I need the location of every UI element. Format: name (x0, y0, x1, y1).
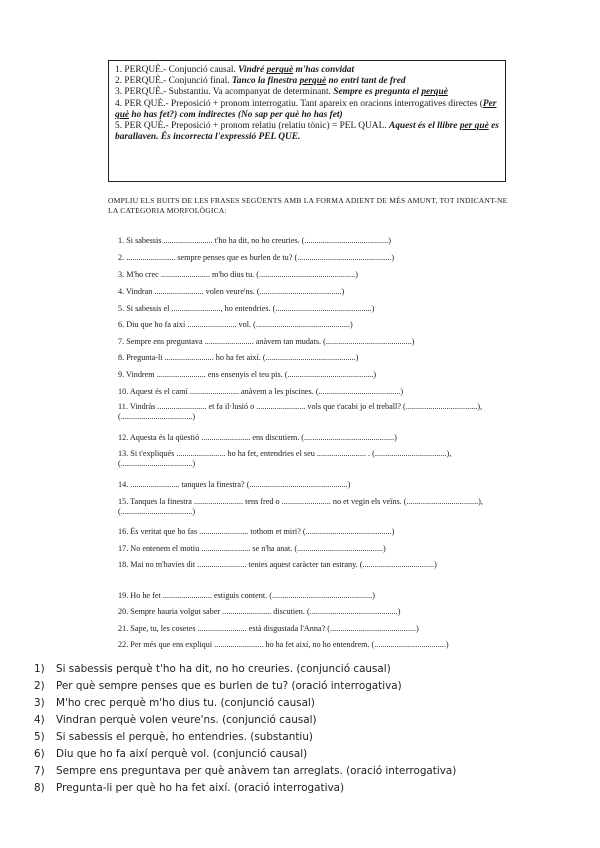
exercise-item: 12. Aquesta és la qüestió ........................ ens discutiem. (............................................) (118, 433, 397, 442)
exercise-item: 6. Diu que ho fa així ........................ vol. (..............................................) (118, 320, 353, 329)
exercise-item: 17. No entenem el motiu ........................ se n'ha anat. (..........................................) (118, 544, 386, 553)
answer-number: 7) (34, 765, 45, 777)
rule-example: Sempre es pregunta el (333, 87, 422, 98)
exercise-item: 16. És veritat que ho fas ........................ tothom et miri? (..........................................) (118, 527, 395, 536)
rule-5 (115, 121, 499, 143)
answer-text: Si sabessis el perquè, ho entendries. (substantiu) (56, 731, 313, 743)
exercise-item: 22. Per més que ens expliqui ........................ ho ha fet així, no ho entendrem. (...................................) (118, 640, 449, 649)
answer-number: 1) (34, 663, 45, 675)
answer-text: M'ho crec perquè m'ho dius tu. (conjunció causal) (56, 697, 315, 709)
answer-number: 6) (34, 748, 45, 760)
exercise-item: 3. M'ho crec ........................ m'ho dius tu. (...............................................) (118, 270, 358, 279)
exercise-instruction: OMPLIU ELS BUITS DE LES FRASES SEGÜENTS AMB LA FORMA ADIENT DE MÉS AMUNT, TOT INDICANT-NE LA CATEGORIA MORFOLÒGICA: (108, 196, 508, 215)
answer-list (34, 661, 594, 797)
answer-item (34, 678, 594, 695)
exercise-item: 19. Ho he fet ........................ estiguis content. (.................................................) (118, 591, 375, 600)
answer-item (34, 695, 594, 712)
rule-keyword: perquè (266, 65, 294, 75)
exercise-item: 15. Tanques la finestra ........................ tens fred o ........................ no et vegin els veïns. (...................................), (...................................) (118, 497, 483, 516)
rule-text: 1. PERQUÈ.- Conjunció causal. (115, 65, 239, 75)
rule-keyword: Per què (115, 98, 497, 120)
answer-number: 3) (34, 697, 45, 709)
rule-text: 2. PERQUÈ.- Conjunció final. (115, 76, 232, 87)
exercise-item: 20. Sempre hauria volgut saber ........................ discutien. (...........................................) (118, 607, 401, 616)
answer-item (34, 729, 594, 746)
rule-text: 4. PER QUÈ.- Preposició + pronom interrogatiu. Tant apareix en oracions interrogatives directes ( (115, 98, 483, 109)
answer-text: Vindran perquè volen veure'ns. (conjunció causal) (56, 714, 317, 726)
rule-example: no entri tant de fred (326, 76, 406, 87)
answer-item (34, 712, 594, 729)
exercise-item: 9. Vindrem ........................ ens ensenyis el teu pis. (..........................................) (118, 370, 377, 379)
answer-text: Pregunta-li per què ho ha fet així. (oració interrogativa) (56, 782, 345, 794)
exercise-item: 11. Vindràs ........................ et fa il·lusió o ........................ vols que t'acabi jo el treball? (...................................), (...................................) (118, 402, 483, 421)
exercise-item: 4. Vindran ........................ volen veure'ns. (........................................) (118, 287, 345, 296)
exercise-item: 1. Si sabessis ........................ t'ho ha dit, no ho creuries. (.........................................) (118, 236, 392, 245)
answer-number: 4) (34, 714, 45, 726)
rule-2 (115, 76, 499, 87)
exercise-item: 10. Aquest és el camí ........................ anàvem a les piscines. (........................................) (118, 387, 404, 396)
answer-item (34, 780, 594, 797)
rule-example: Tanco la finestra (231, 76, 300, 87)
rule-text: 5. PER QUÈ.- Preposició + pronom relatiu (relatiu tònic) = PEL QUAL. (115, 121, 389, 132)
answer-text: Per què sempre penses que es burlen de tu? (oració interrogativa) (56, 680, 402, 692)
rule-example: Aquest és el llibre (388, 121, 460, 132)
answer-text: Sempre ens preguntava per què anàvem tan arreglats. (oració interrogativa) (56, 765, 457, 777)
exercise-item: 5. Si sabessis el ........................, ho entendries. (...............................................) (118, 304, 375, 313)
rules-box (108, 60, 506, 182)
exercise-item: 2. ........................ sempre penses que es burlen de tu? (..............................................) (118, 253, 395, 262)
exercise-item: 7. Sempre ens preguntava ........................ anàvem tan mudats. (..........................................) (118, 337, 415, 346)
exercise-item: 13. Si t'expliqués ........................ ho ha fet, entendries el seu ........................ . (...................................), (...................................) (118, 449, 452, 468)
exercise-item: 21. Sape, tu, les cosetes ........................ està disgustada l'Anna? (..........................................) (118, 624, 419, 633)
rule-example: es barallaven. És incorrecta l'expressió PEL QUE. (115, 121, 499, 143)
rule-4 (115, 99, 499, 121)
answer-item (34, 763, 594, 780)
exercise-item: 8. Pregunta-li ........................ ho ha fet així. (............................................) (118, 353, 359, 362)
answer-number: 5) (34, 731, 45, 743)
exercise-item: 18. Mai no m'havies dit ........................ tenies aquest caràcter tan estrany. (...................................) (118, 560, 437, 569)
rule-text: 3. PERQUÈ.- Substantiu. Va acompanyat de determinant. (115, 87, 334, 98)
answer-text: Si sabessis perquè t'ho ha dit, no ho creuries. (conjunció causal) (56, 663, 391, 675)
answer-item (34, 661, 594, 678)
answer-item (34, 746, 594, 763)
rule-example: Vindré (238, 65, 267, 75)
rule-1 (115, 65, 499, 76)
rule-keyword: perquè (299, 76, 327, 87)
answer-number: 2) (34, 680, 45, 692)
rule-3 (115, 87, 499, 98)
rule-keyword: perquè (421, 87, 448, 98)
rule-example: m'has convidat (293, 65, 355, 75)
answer-text: Diu que ho fa així perquè vol. (conjunció causal) (56, 748, 308, 760)
exercise-item: 14. ........................ tanques la finestra? (................................................) (118, 480, 351, 489)
rule-keyword: per què (459, 121, 489, 132)
rule-example: ho has fet?) com indirectes (No sap per què ho has fet) (129, 109, 343, 120)
answer-number: 8) (34, 782, 45, 794)
